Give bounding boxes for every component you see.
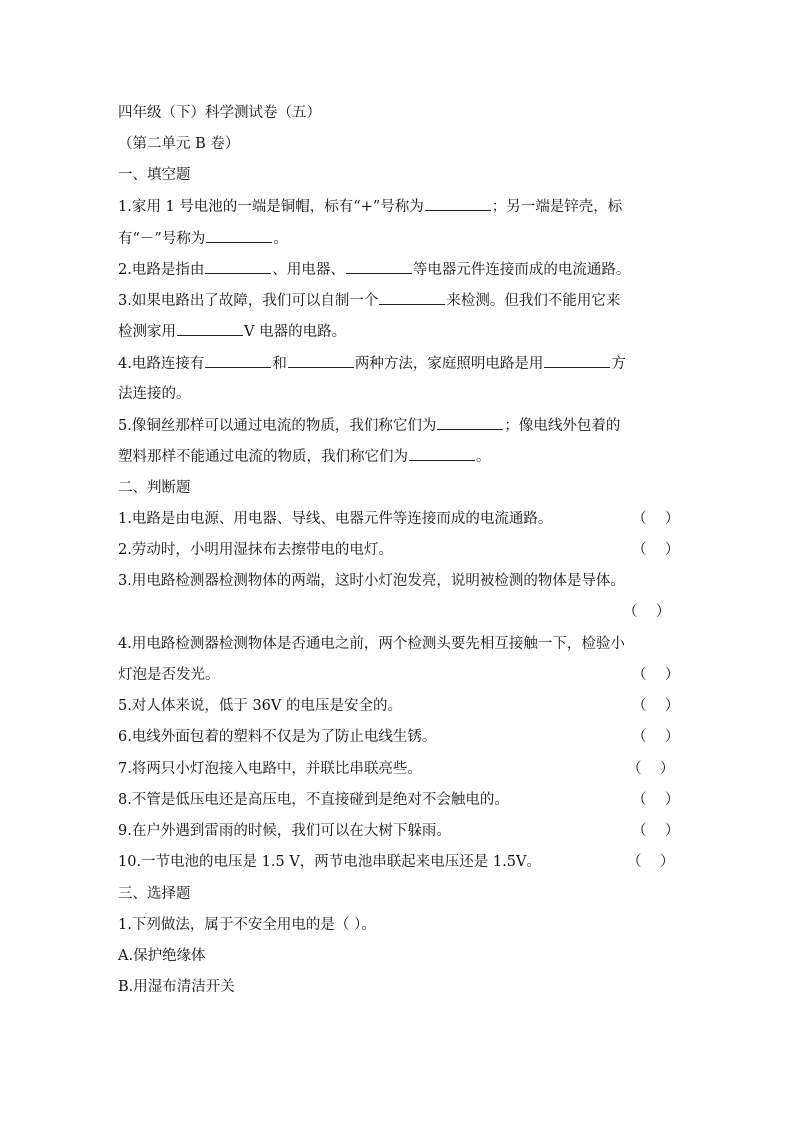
q2-text-c: 等电器元件连接而成的电流通路。	[412, 262, 631, 278]
judge-answer-paren-8[interactable]: （ ）	[632, 792, 680, 808]
judge-answer-paren-5[interactable]: （ ）	[632, 698, 680, 714]
judge-item-1: 1.电路是由电源、用电器、导线、电器元件等连接而成的电流通路。	[118, 511, 553, 527]
section-heading-fill: 一、填空题	[118, 167, 191, 183]
judge-item-4-cont: 灯泡是否发光。	[118, 667, 220, 683]
q4-text-c: 两种方法，家庭照明电路是用	[354, 356, 544, 372]
judge-item-7: 7.将两只小灯泡接入电路中，并联比串联亮些。	[118, 761, 422, 777]
fill-question-4	[118, 353, 678, 374]
judge-answer-paren-4[interactable]: （ ）	[632, 667, 680, 683]
q1-text-a: 1.家用 1 号电池的一端是铜帽，标有“+”号称为	[118, 199, 424, 215]
judge-answer-paren-10[interactable]: （ ）	[627, 854, 675, 870]
judge-answer-paren-7[interactable]: （ ）	[627, 761, 675, 777]
judge-item-6: 6.电线外面包着的塑料不仅是为了防止电线生锈。	[118, 729, 437, 745]
q4-text-d: 方	[611, 356, 626, 372]
section-heading-choice: 三、选择题	[118, 886, 191, 902]
q3-text-a: 3.如果电路出了故障，我们可以自制一个	[118, 293, 379, 309]
q1-text-d: 。	[273, 231, 288, 247]
answer-blank[interactable]	[346, 259, 412, 274]
judge-item-2: 2.劳动时，小明用湿抹布去擦带电的电灯。	[118, 542, 393, 558]
fill-question-5	[118, 415, 678, 436]
fill-question-5-cont	[118, 446, 678, 467]
q3-text-c: 检测家用	[118, 324, 176, 340]
fill-question-3	[118, 290, 678, 311]
fill-question-1	[118, 196, 678, 217]
q1-text-b: ；另一端是锌壳，标	[491, 199, 623, 215]
judge-answer-paren-9[interactable]: （ ）	[632, 823, 680, 839]
judge-answer-paren-2[interactable]: （ ）	[632, 542, 680, 558]
answer-blank[interactable]	[205, 353, 271, 368]
fill-question-3-cont	[118, 321, 678, 342]
choice-question-1: 1.下列做法，属于不安全用电的是（ ）。	[118, 917, 376, 933]
judge-item-5: 5.对人体来说，低于 36V 的电压是安全的。	[118, 698, 402, 714]
answer-blank[interactable]	[206, 228, 272, 243]
answer-blank[interactable]	[437, 415, 503, 430]
judge-answer-paren-6[interactable]: （ ）	[632, 729, 680, 745]
choice-option-b[interactable]: B.用湿布清洁开关	[118, 979, 235, 995]
q5-text-c: 塑料那样不能通过电流的物质，我们称它们为	[118, 449, 408, 465]
q1-text-c: 有“－”号称为	[118, 231, 206, 247]
answer-blank[interactable]	[409, 446, 475, 461]
judge-item-3: 3.用电路检测器检测物体的两端，这时小灯泡发亮，说明被检测的物体是导体。	[118, 573, 625, 589]
judge-answer-paren-1[interactable]: （ ）	[632, 511, 680, 527]
q2-text-a: 2.电路是指由	[118, 262, 205, 278]
answer-blank[interactable]	[205, 259, 271, 274]
answer-blank[interactable]	[288, 353, 354, 368]
q5-text-d: 。	[476, 449, 491, 465]
section-heading-judge: 二、判断题	[118, 480, 191, 496]
exam-title: 四年级（下）科学测试卷（五）	[118, 105, 321, 121]
fill-question-2	[118, 259, 678, 280]
choice-option-a[interactable]: A.保护绝缘体	[118, 948, 206, 964]
answer-blank[interactable]	[425, 196, 491, 211]
judge-answer-paren-3[interactable]: （ ）	[623, 604, 671, 620]
judge-item-4: 4.用电路检测器检测物体是否通电之前，两个检测头要先相互接触一下，检验小	[118, 636, 625, 652]
fill-question-4-cont: 法连接的。	[118, 386, 191, 402]
fill-question-1-cont	[118, 228, 678, 249]
q5-text-b: ；像电线外包着的	[504, 418, 621, 434]
q4-text-b: 和	[272, 356, 287, 372]
q4-text-a: 4.电路连接有	[118, 356, 205, 372]
q3-text-d: V 电器的电路。	[244, 324, 347, 340]
judge-item-10: 10.一节电池的电压是 1.5 V，两节电池串联起来电压还是 1.5V。	[118, 854, 541, 870]
exam-subtitle: （第二单元 B 卷）	[118, 136, 240, 152]
answer-blank[interactable]	[379, 290, 445, 305]
q2-text-b: 、用电器、	[272, 262, 345, 278]
q3-text-b: 来检测。但我们不能用它来	[446, 293, 621, 309]
judge-item-9: 9.在户外遇到雷雨的时候，我们可以在大树下躲雨。	[118, 823, 451, 839]
answer-blank[interactable]	[177, 321, 243, 336]
answer-blank[interactable]	[544, 353, 610, 368]
judge-item-8: 8.不管是低压电还是高压电，不直接碰到是绝对不会触电的。	[118, 792, 509, 808]
q5-text-a: 5.像铜丝那样可以通过电流的物质，我们称它们为	[118, 418, 437, 434]
